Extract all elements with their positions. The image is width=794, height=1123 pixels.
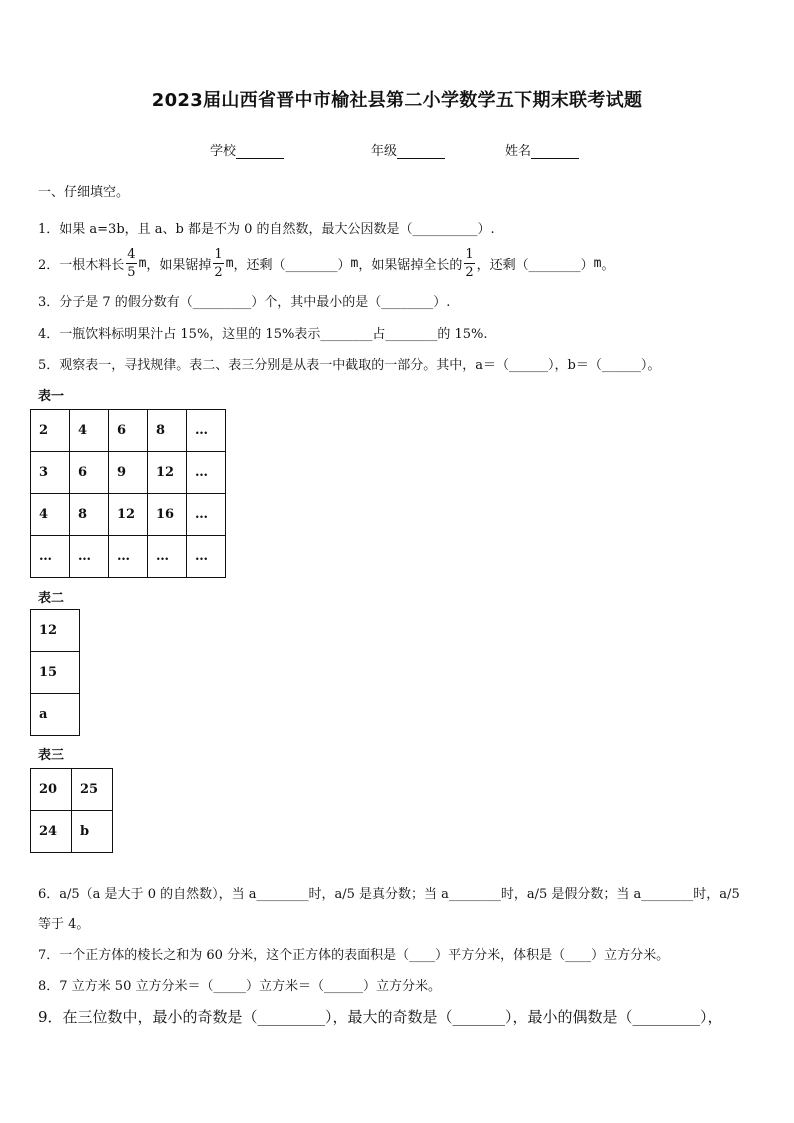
- fraction-numerator: 1: [214, 246, 223, 262]
- name-blank[interactable]: [531, 145, 579, 159]
- question-2: [38, 244, 615, 282]
- table-cell: …: [187, 536, 226, 578]
- table-cell: …: [187, 494, 226, 536]
- table-3-label: 表三: [38, 748, 65, 763]
- table-row: [31, 452, 226, 494]
- table-cell: 16: [148, 494, 187, 536]
- table-row: [31, 410, 226, 452]
- table-3: [30, 768, 113, 853]
- table-cell: 4: [70, 410, 109, 452]
- q2-text-1: 2．一根木料长: [38, 257, 125, 273]
- table-1-label: 表一: [38, 389, 65, 404]
- table-cell: 20: [31, 769, 72, 811]
- school-label: 学校: [210, 144, 237, 159]
- q2-text-2: ，如果锯掉: [146, 257, 212, 273]
- q2-text-4: ，如果锯掉全长的: [358, 257, 463, 273]
- page-title: 2023届山西省晋中市榆社县第二小学数学五下期末联考试题: [151, 90, 643, 111]
- table-cell: 9: [109, 452, 148, 494]
- grade-label: 年级: [371, 144, 398, 159]
- table-cell: 12: [109, 494, 148, 536]
- table-cell: 25: [72, 769, 113, 811]
- table-2-label: 表二: [38, 591, 65, 606]
- table-cell: …: [148, 536, 187, 578]
- table-cell: …: [109, 536, 148, 578]
- name-field: [505, 140, 579, 159]
- fraction-one-half: [464, 248, 474, 279]
- table-cell: 8: [148, 410, 187, 452]
- fraction-four-fifths: [126, 248, 136, 279]
- fraction-one-half: [213, 248, 223, 279]
- table-cell: …: [187, 410, 226, 452]
- table-cell: 4: [31, 494, 70, 536]
- question-4: 4．一瓶饮料标明果汁占 15%，这里的 15%表示________占________的 15%.: [38, 327, 488, 342]
- table-row: [31, 769, 113, 811]
- table-row: [31, 694, 80, 736]
- table-cell: …: [187, 452, 226, 494]
- q2-text-5: ，还剩（________）: [476, 257, 594, 273]
- table-cell: 6: [109, 410, 148, 452]
- table-1: [30, 409, 226, 578]
- table-row: [31, 494, 226, 536]
- table-cell: 15: [31, 652, 80, 694]
- fraction-denominator: 5: [127, 264, 136, 280]
- question-1: 1．如果 a=3b，且 a、b 都是不为 0 的自然数，最大公因数是（__________）.: [38, 222, 495, 237]
- grade-field: [371, 140, 445, 159]
- table-row: [31, 536, 226, 578]
- table-cell: 8: [70, 494, 109, 536]
- unit-m: m: [225, 255, 234, 271]
- school-blank[interactable]: [236, 145, 284, 159]
- name-label: 姓名: [505, 144, 532, 159]
- table-cell: 24: [31, 811, 72, 853]
- question-6-line-2: 等于 4。: [38, 917, 90, 932]
- q2-text-3: ，还剩（________）: [233, 257, 351, 273]
- question-6-line-1: 6．a/5（a 是大于 0 的自然数），当 a________时，a/5 是真分数；当 a________时，a/5 是假分数；当 a________时，a/5: [38, 887, 740, 902]
- q2-text-6: 。: [601, 257, 615, 273]
- unit-m: m: [593, 255, 602, 271]
- table-cell: 12: [31, 610, 80, 652]
- table-row: [31, 652, 80, 694]
- fraction-denominator: 2: [214, 264, 223, 280]
- question-5: 5．观察表一，寻找规律。表二、表三分别是从表一中截取的一部分。其中，a＝（______），b＝（______）。: [38, 358, 661, 373]
- school-field: [210, 140, 284, 159]
- fraction-numerator: 4: [127, 246, 136, 262]
- table-cell: …: [31, 536, 70, 578]
- unit-m: m: [350, 255, 359, 271]
- table-row: [31, 610, 80, 652]
- table-cell: a: [31, 694, 80, 736]
- unit-m: m: [138, 255, 147, 271]
- question-7: 7．一个正方体的棱长之和为 60 分米，这个正方体的表面积是（____）平方分米，体积是（____）立方分米。: [38, 948, 670, 963]
- question-9: 9．在三位数中，最小的奇数是（_________），最大的奇数是（_______），最小的偶数是（_________），: [38, 1008, 723, 1026]
- table-2: [30, 609, 80, 736]
- grade-blank[interactable]: [397, 145, 445, 159]
- table-cell: 2: [31, 410, 70, 452]
- fraction-denominator: 2: [465, 264, 474, 280]
- table-row: [31, 811, 113, 853]
- table-cell: 6: [70, 452, 109, 494]
- table-cell: 12: [148, 452, 187, 494]
- section-heading: 一、仔细填空。: [38, 185, 130, 200]
- table-cell: 3: [31, 452, 70, 494]
- fraction-numerator: 1: [465, 246, 474, 262]
- question-3: 3．分子是 7 的假分数有（_________）个，其中最小的是（________）.: [38, 295, 451, 310]
- table-cell: b: [72, 811, 113, 853]
- table-cell: …: [70, 536, 109, 578]
- question-8: 8．7 立方米 50 立方分米＝（_____）立方米＝（______）立方分米。: [38, 979, 441, 994]
